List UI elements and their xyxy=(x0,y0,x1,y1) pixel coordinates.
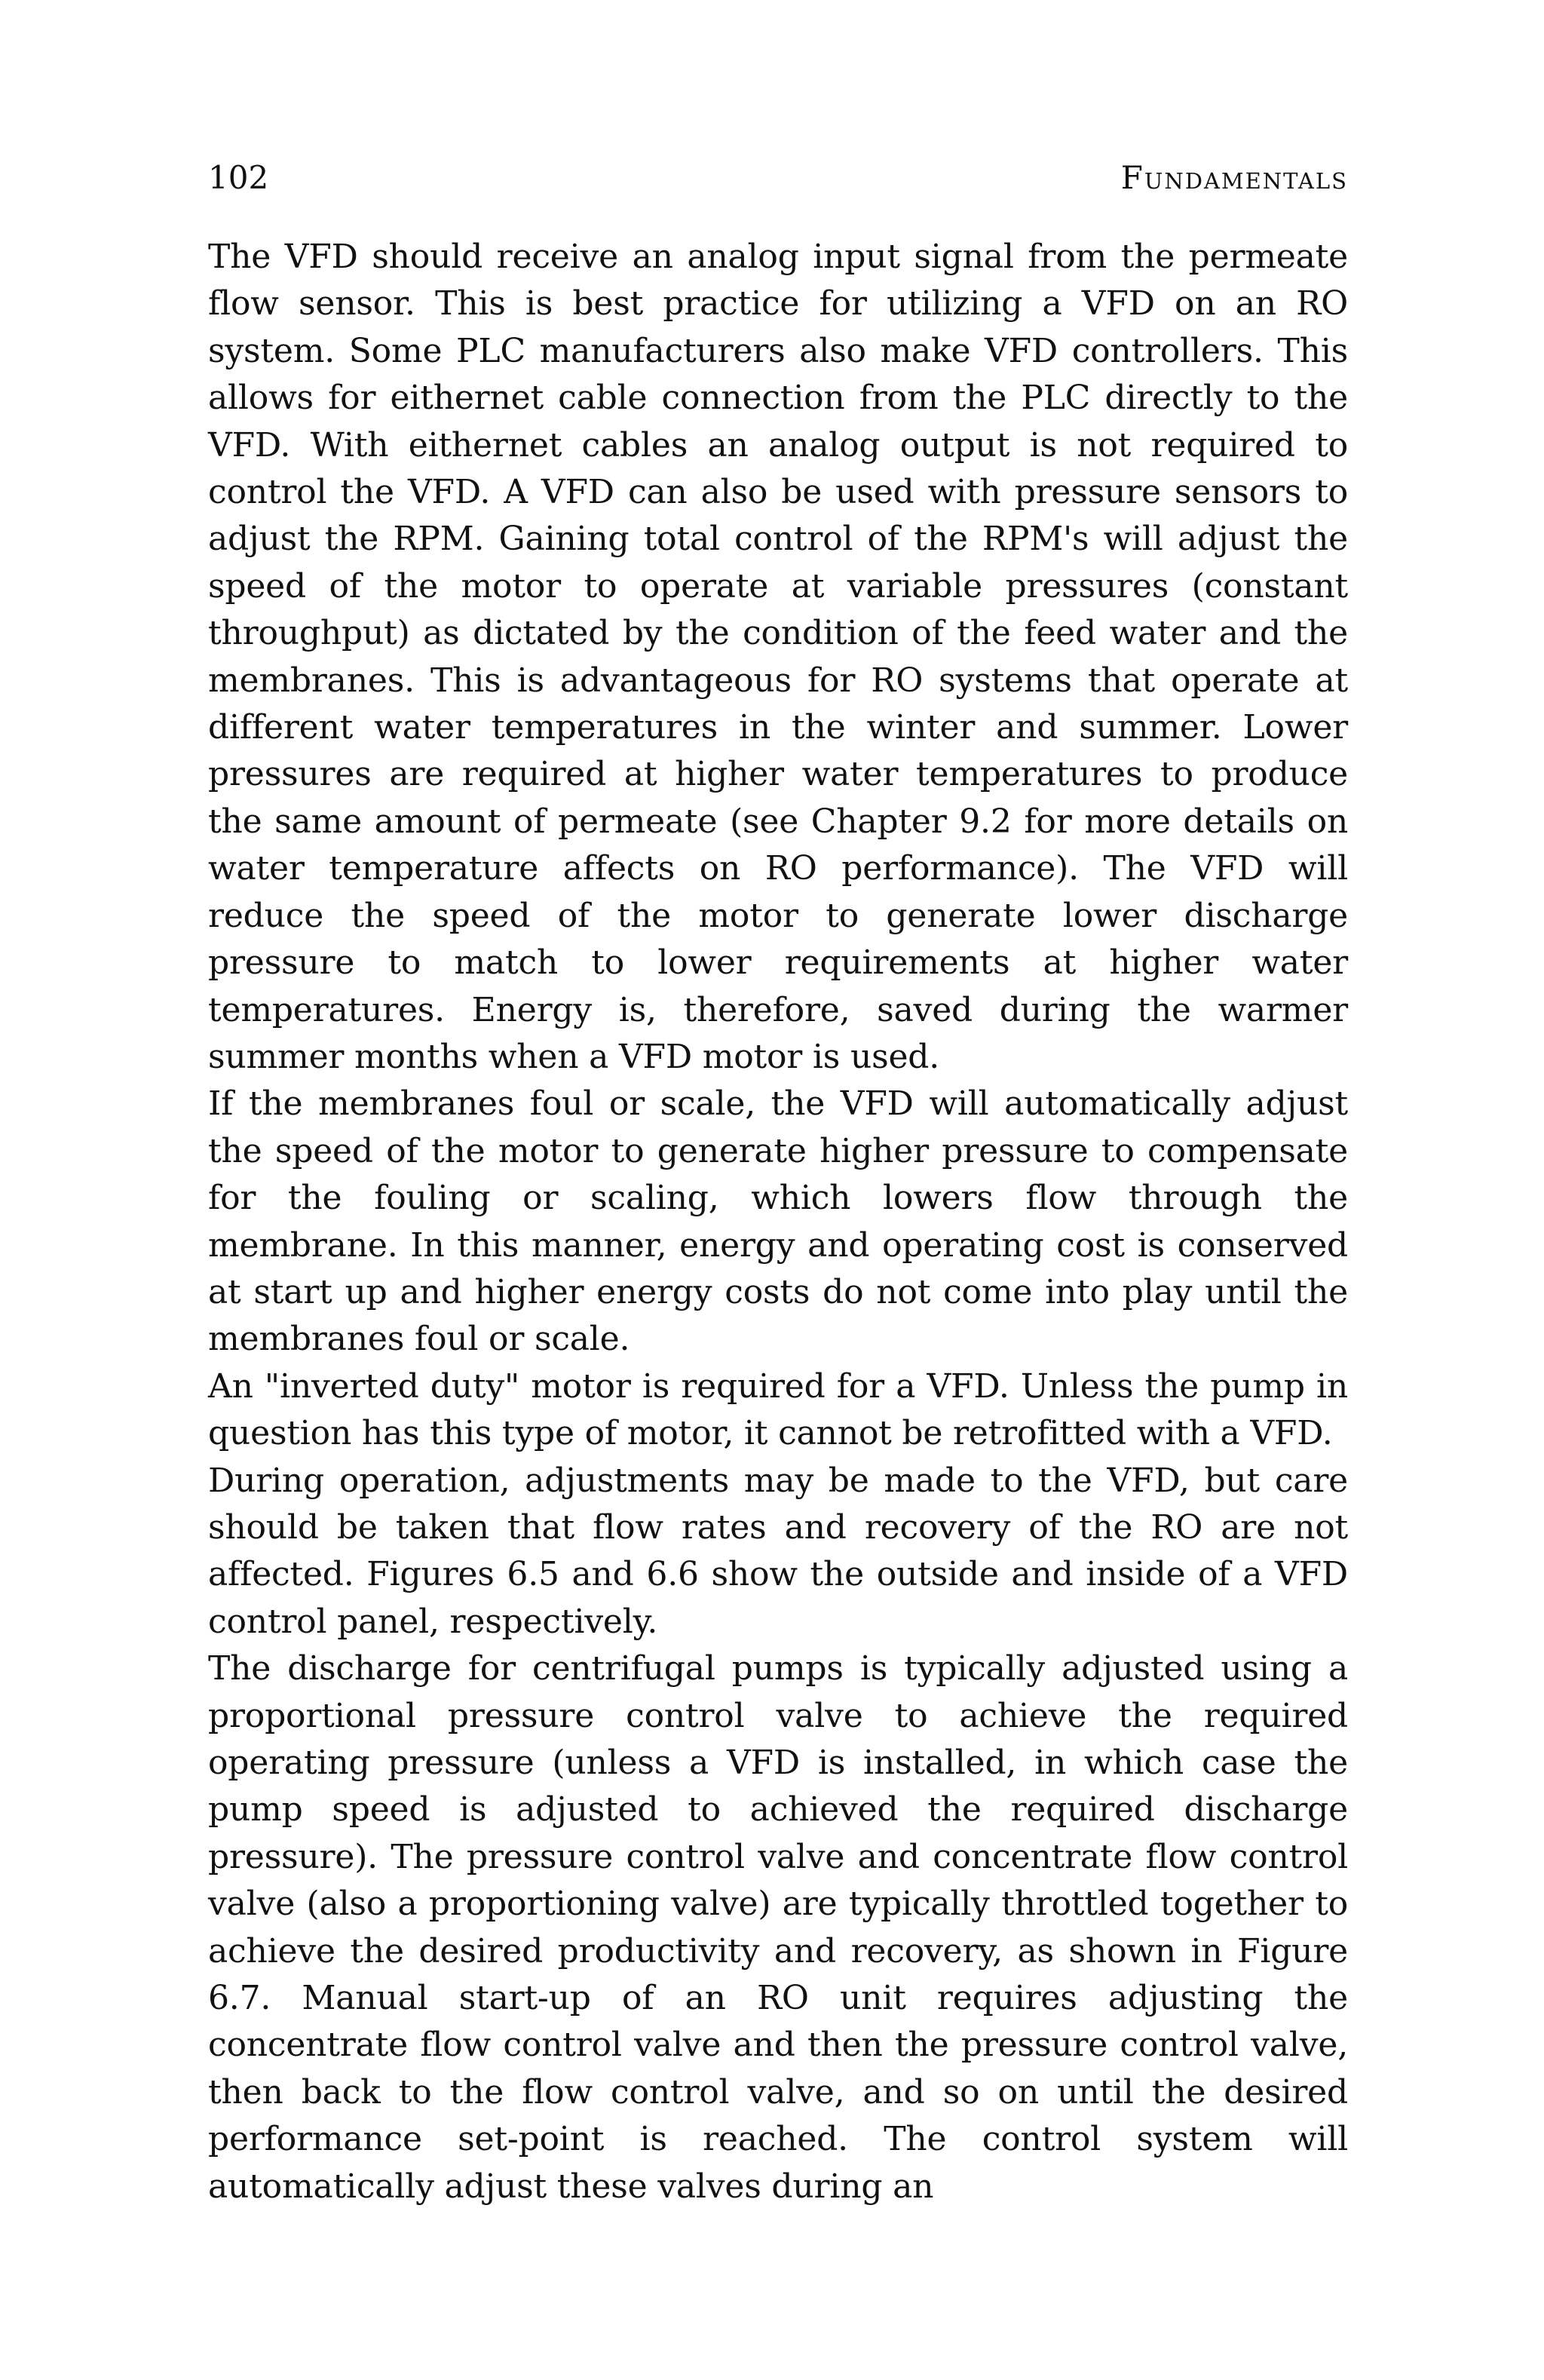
running-head xyxy=(208,155,1348,201)
paragraph-centrifugal-pump-discharge: The discharge for centrifugal pumps is typically adjusted using a proportional pressure control valve to achieve the required operating pressure (unless a VFD is installed, in which case the pump speed is adjusted to achieved the required discharge pressure). The pressure control valve and concentrate flow control valve (also a proportioning valve) are typically throttled together to achieve the desired productivity and recovery, as shown in Figure 6.7. Manual start-up of an RO unit requires adjusting the concentrate flow control valve and then the pressure control valve, then back to the flow control valve, and so on until the desired performance set-point is reached. The control system will automatically adjust these valves during an xyxy=(208,1649,1348,2206)
page-number: 102 xyxy=(208,159,269,196)
paragraph-operation-adjustments: During operation, adjustments may be made to the VFD, but care should be taken that flow rates and recovery of the RO are not affected. Figures 6.5 and 6.6 show the outside and inside of a VFD control panel, respectively. xyxy=(208,1461,1348,1641)
paragraph-inverted-duty-motor: An "inverted duty" motor is required for a VFD. Unless the pump in question has this type of motor, it cannot be retrofitted with a VFD. xyxy=(208,1366,1348,1453)
paragraph-vfd-analog-input: The VFD should receive an analog input signal from the permeate flow sensor. This is best practice for utilizing a VFD on an RO system. Some PLC manufacturers also make VFD controllers. This allows for eithernet cable connection from the PLC directly to the VFD. With eithernet cables an analog output is not required to control the VFD. A VFD can also be used with pressure sensors to adjust the RPM. Gaining total control of the RPM's will adjust the speed of the motor to operate at variable pressures (constant throughput) as dictated by the condition of the feed water and the membranes. This is advantageous for RO systems that operate at different water temperatures in the winter and summer. Lower pressures are required at higher water temperatures to produce the same amount of permeate (see Chapter 9.2 for more details on water temperature affects on RO performance). The VFD will reduce the speed of the motor to generate lower discharge pressure to match to lower requirements at higher water temperatures. Energy is, therefore, saved during the warmer summer months when a VFD motor is used. xyxy=(208,238,1348,1076)
running-head-title: Fundamentals xyxy=(1120,159,1348,196)
paragraph-membrane-fouling: If the membranes foul or scale, the VFD will automatically adjust the speed of the motor to generate higher pressure to compensate for the fouling or scaling, which lowers flow through the membrane. In this manner, energy and operating cost is conserved at start up and higher energy costs do not come into play until the membranes foul or scale. xyxy=(208,1084,1348,1359)
body-text xyxy=(208,234,1348,2210)
